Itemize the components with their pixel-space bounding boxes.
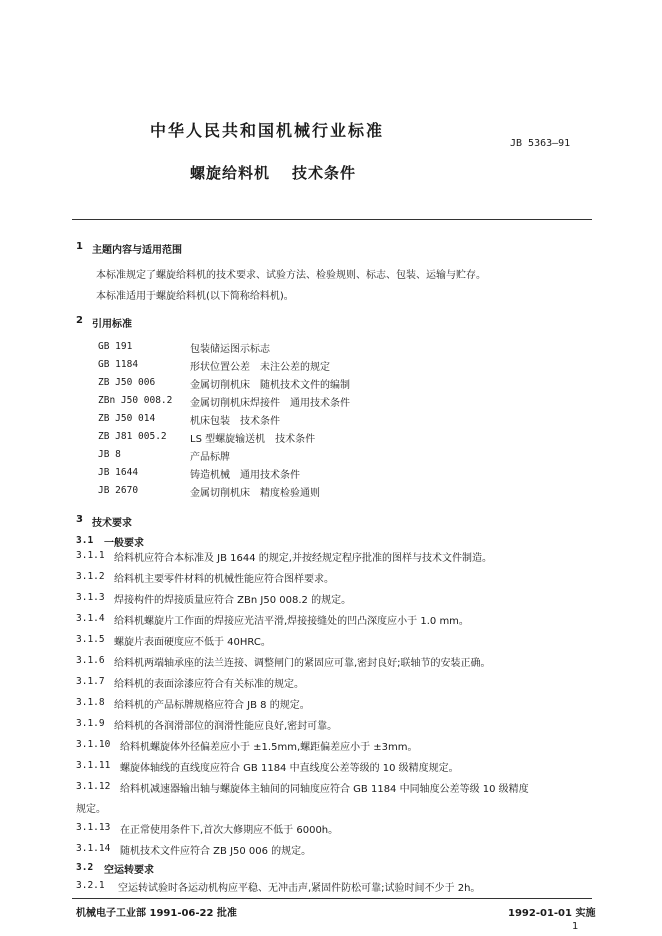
clause-number: 3.2.1 — [76, 880, 105, 891]
clause-number: 3.1.11 — [76, 760, 111, 771]
subsection-heading: 一般要求 — [104, 538, 144, 549]
ref-code: JB 2670 — [98, 485, 139, 496]
ref-code: ZBn J50 008.2 — [98, 395, 173, 406]
header-rule — [72, 219, 592, 220]
clause-number: 3.1.10 — [76, 739, 111, 750]
clause-text: 在正常使用条件下,首次大修期应不低于 6000h。 — [120, 825, 339, 836]
clause-text: 给料机的表面涂漆应符合有关标准的规定。 — [114, 679, 304, 690]
clause-number: 3.1.12 — [76, 781, 111, 792]
subsection-number: 3.2 — [76, 862, 94, 873]
ref-title: 产品标牌 — [190, 452, 230, 463]
clause-number: 3.1.5 — [76, 634, 105, 645]
doc-title-part2: 技术条件 — [292, 164, 357, 182]
clause-text-continued: 规定。 — [76, 804, 106, 815]
ref-title: 包装储运图示标志 — [190, 344, 270, 355]
clause-number: 3.1.3 — [76, 592, 105, 603]
ref-title: 铸造机械 通用技术条件 — [190, 470, 300, 481]
ref-code: ZB J50 014 — [98, 413, 156, 424]
clause-text: 给料机应符合本标准及 JB 1644 的规定,并按经规定程序批准的图样与技术文件制造。 — [114, 553, 492, 564]
section1-number: 1 — [76, 241, 83, 252]
section2-heading: 引用标准 — [92, 319, 132, 330]
section1-heading: 主题内容与适用范围 — [92, 245, 182, 256]
clause-text: 焊接构件的焊接质量应符合 ZBn J50 008.2 的规定。 — [114, 595, 352, 606]
page-number: 1 — [572, 921, 579, 932]
clause-text: 给料机的各润滑部位的润滑性能应良好,密封可靠。 — [114, 721, 338, 732]
ministry-title: 中华人民共和国机械行业标准 — [150, 121, 385, 140]
section1-paragraph: 本标准适用于螺旋给料机(以下简称给料机)。 — [96, 291, 294, 302]
clause-text: 给料机螺旋片工作面的焊接应光洁平滑,焊接接缝处的凹凸深度应小于 1.0 mm。 — [114, 616, 469, 627]
clause-number: 3.1.9 — [76, 718, 105, 729]
subsection-number: 3.1 — [76, 535, 94, 546]
footer-rule — [72, 898, 592, 899]
ref-title: 金属切削机床 精度检验通则 — [190, 488, 320, 499]
section3-heading: 技术要求 — [92, 518, 132, 529]
ref-code: JB 8 — [98, 449, 121, 460]
clause-text: 给料机两端轴承座的法兰连接、调整闸门的紧固应可靠,密封良好;联轴节的安装正确。 — [114, 658, 491, 669]
clause-text: 给料机主要零件材料的机械性能应符合图样要求。 — [114, 574, 334, 585]
section2-number: 2 — [76, 315, 83, 326]
standard-number: JB 5363—91 — [510, 138, 571, 149]
clause-number: 3.1.8 — [76, 697, 105, 708]
clause-text: 空运转试验时各运动机构应平稳、无冲击声,紧固件防松可靠;试验时间不少于 2h。 — [118, 883, 481, 894]
section1-paragraph: 本标准规定了螺旋给料机的技术要求、试验方法、检验规则、标志、包装、运输与贮存。 — [96, 270, 486, 281]
clause-number: 3.1.4 — [76, 613, 105, 624]
ref-code: ZB J50 006 — [98, 377, 156, 388]
ref-title: 形状位置公差 未注公差的规定 — [190, 362, 330, 373]
clause-number: 3.1.6 — [76, 655, 105, 666]
ref-title: LS 型螺旋输送机 技术条件 — [190, 434, 316, 445]
ref-title: 机床包装 技术条件 — [190, 416, 280, 427]
implementation-date: 1992-01-01 实施 — [508, 908, 596, 919]
clause-number: 3.1.14 — [76, 843, 111, 854]
subsection-heading: 空运转要求 — [104, 865, 154, 876]
ref-code: GB 191 — [98, 341, 133, 352]
doc-title-part1: 螺旋给料机 — [190, 164, 271, 182]
ref-title: 金属切削机床 随机技术文件的编制 — [190, 380, 350, 391]
issuer-approval: 机械电子工业部 1991-06-22 批准 — [76, 908, 237, 919]
clause-text: 随机技术文件应符合 ZB J50 006 的规定。 — [120, 846, 312, 857]
clause-text: 给料机螺旋体外径偏差应小于 ±1.5mm,螺距偏差应小于 ±3mm。 — [120, 742, 418, 753]
clause-text: 螺旋片表面硬度应不低于 40HRC。 — [114, 637, 271, 648]
clause-text: 给料机减速器输出轴与螺旋体主轴间的同轴度应符合 GB 1184 中同轴度公差等级 10 级精度 — [120, 784, 529, 795]
ref-code: ZB J81 005.2 — [98, 431, 167, 442]
clause-number: 3.1.7 — [76, 676, 105, 687]
ref-code: JB 1644 — [98, 467, 139, 478]
clause-number: 3.1.13 — [76, 822, 111, 833]
clause-number: 3.1.1 — [76, 550, 105, 561]
clause-number: 3.1.2 — [76, 571, 105, 582]
ref-code: GB 1184 — [98, 359, 139, 370]
ref-title: 金属切削机床焊接件 通用技术条件 — [190, 398, 350, 409]
section3-number: 3 — [76, 514, 83, 525]
clause-text: 螺旋体轴线的直线度应符合 GB 1184 中直线度公差等级的 10 级精度规定。 — [120, 763, 459, 774]
clause-text: 给料机的产品标牌规格应符合 JB 8 的规定。 — [114, 700, 310, 711]
